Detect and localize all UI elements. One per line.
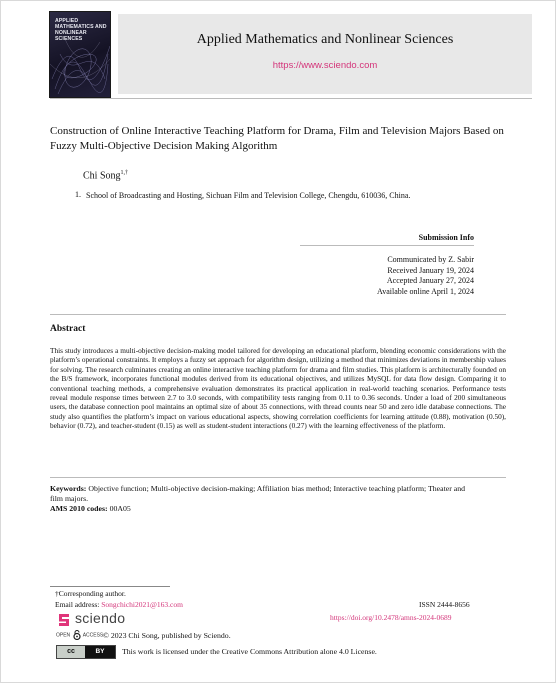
affiliation-number: 1. bbox=[75, 190, 81, 199]
affiliation: School of Broadcasting and Hosting, Sichuan Film and Television College, Chengdu, 610036, China. bbox=[86, 191, 411, 200]
open-access-prefix: OPEN bbox=[56, 632, 71, 639]
journal-cover-image bbox=[50, 12, 110, 97]
doi-link[interactable]: https://doi.org/10.2478/amns-2024-0689 bbox=[330, 613, 452, 622]
cc-icon: cc bbox=[57, 646, 85, 658]
email-label: Email address: bbox=[55, 600, 100, 609]
header-divider bbox=[50, 98, 532, 99]
abstract-text: This study introduces a multi-objective decision-making model tailored for developing an educational platform, blending economic considerations with the platform’s operational constraints. It employs a fuzzy set approach for algorithm design, utilizing a method that minimizes deviations in membership values for solving. The research culminates creating an online interactive teaching platform for drama and film studies. This platform is architecturally founded on the B/S framework, incorporates functional modules derived from its educational objectives, and utilizes MySQL for data flow design. Comparing it to conventional teaching methods, a comprehensive evaluation demonstrates its practical application in real-world teaching scenarios. Performance tests reveal module response times between 2.7 to 3.0 seconds, with compatibility tests ranging from 0.11 to 0.36 seconds. Under a load of 200 simultaneous users, the database connection pool maintains an optimal size of about 35 connections, with thread counts near 50 and zero idle database connections. The study also quantifies the platform’s impact on various educational aspects, showing correlation coefficients for learning attitude (0.88), motivation (0.50), behavior (0.72), and teacher-student (0.15) as well as student-student interactions (0.27) with the learning effectiveness of the platform. bbox=[50, 346, 506, 431]
by-icon: BY bbox=[85, 646, 115, 658]
keywords-block bbox=[50, 484, 470, 514]
sciendo-brand: sciendo bbox=[75, 610, 126, 626]
footnote-divider bbox=[50, 586, 170, 587]
cc-by-license-badge[interactable] bbox=[56, 645, 116, 659]
issn: ISSN 2444-8656 bbox=[419, 600, 470, 609]
keywords-label: Keywords: bbox=[50, 484, 87, 493]
keywords-text: Objective function; Multi-objective decision-making; Affiliation bias method; Interactive teaching platform; Theater and film majors. bbox=[50, 484, 466, 503]
accepted-date: Accepted January 27, 2024 bbox=[386, 276, 474, 285]
author-name-text: Chi Song bbox=[83, 170, 121, 182]
cover-artwork-icon bbox=[50, 34, 110, 97]
sciendo-logo-icon bbox=[56, 612, 72, 628]
author-name bbox=[83, 170, 128, 181]
ams-codes: 00A05 bbox=[109, 504, 131, 513]
journal-header bbox=[118, 14, 532, 94]
ams-label: AMS 2010 codes: bbox=[50, 504, 108, 513]
received-date: Received January 19, 2024 bbox=[387, 265, 474, 275]
abstract-heading: Abstract bbox=[50, 324, 86, 334]
abstract-divider-bottom bbox=[50, 477, 506, 478]
paper-title: Construction of Online Interactive Teaching Platform for Drama, Film and Television Majors Based on Fuzzy Multi-Objective Decision Making Algorithm bbox=[50, 125, 504, 152]
cover-title: APPLIED MATHEMATICS AND NONLINEAR SCIENCES bbox=[55, 18, 107, 42]
online-date: Available online April 1, 2024 bbox=[377, 286, 474, 296]
email-link[interactable]: Songchichi2021@163.com bbox=[101, 600, 183, 609]
communicated-by: Communicated by Z. Sabir bbox=[387, 255, 474, 264]
journal-title: Applied Mathematics and Nonlinear Sciences bbox=[196, 32, 454, 47]
corresponding-author-note: †Corresponding author. bbox=[55, 589, 126, 598]
open-access-lock-icon bbox=[73, 630, 81, 640]
email-line bbox=[55, 600, 183, 609]
open-access-badge bbox=[56, 630, 103, 640]
copyright-notice: © 2023 Chi Song, published by Sciendo. bbox=[103, 631, 231, 640]
license-text: This work is licensed under the Creative Commons Attribution alone 4.0 License. bbox=[122, 647, 377, 656]
submission-info-heading: Submission Info bbox=[418, 233, 474, 242]
submission-divider bbox=[300, 245, 474, 246]
journal-url-link[interactable]: https://www.sciendo.com bbox=[272, 60, 378, 71]
abstract-divider-top bbox=[50, 314, 506, 315]
author-marks: 1,† bbox=[120, 170, 129, 176]
submission-info bbox=[377, 255, 474, 297]
open-access-suffix: ACCESS bbox=[82, 632, 104, 639]
